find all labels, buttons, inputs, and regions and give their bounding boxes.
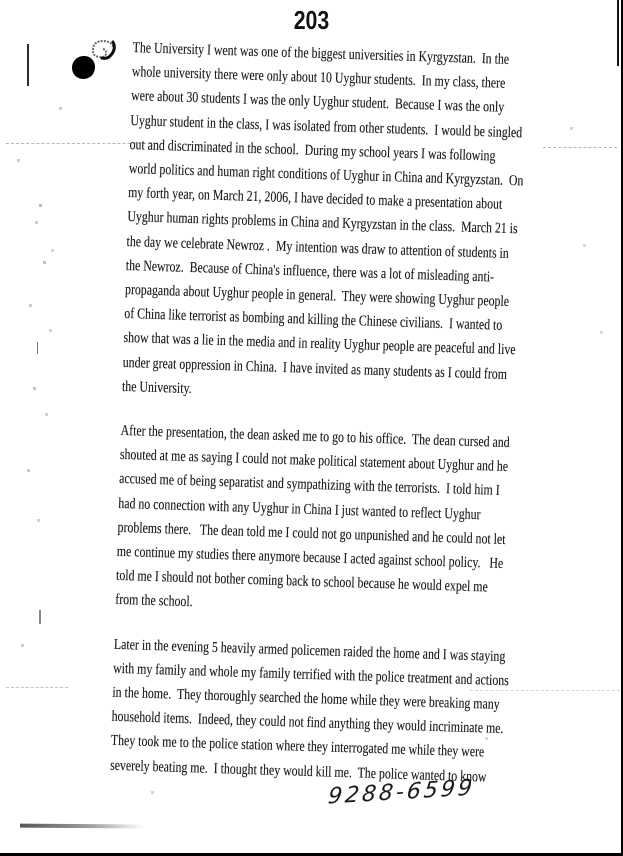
- fold-line: [6, 687, 68, 688]
- scan-tick-artifact: [39, 610, 41, 624]
- text-line: under great oppression in China. I have invited as many students as I could from: [122, 354, 508, 383]
- text-line: The University I went was one of the biggest universities in Kyrgyzstan. In the: [132, 39, 510, 68]
- text-line: propaganda about Uyghur people in general. They were showing Uyghur people: [124, 281, 510, 310]
- text-line: whole university there were only about 10 Uyghur students. In my class, there: [131, 64, 506, 92]
- text-line: in the home. They thoroughly searched the home while they were breaking many: [112, 684, 500, 713]
- text-line: the University.: [121, 378, 192, 397]
- text-line: They took me to the police station where they interrogated me while they were: [110, 733, 485, 761]
- paragraph: [115, 419, 579, 627]
- text-line: Later in the evening 5 heavily armed policemen raided the home and I was staying: [113, 636, 506, 665]
- text-line: world politics and human right conditions of Uyghur in China and Kyrgyzstan. On: [128, 160, 524, 190]
- scan-line-artifact: [27, 44, 29, 86]
- document-text: [109, 36, 591, 812]
- text-line: from the school.: [115, 592, 193, 611]
- paragraph: [122, 36, 591, 413]
- text-line: After the presentation, the dean asked me to go to his office. The dean cursed and: [120, 422, 510, 452]
- scan-edge-line: [617, 0, 619, 66]
- scanner-noise: [0, 0, 1, 1]
- handwritten-number: 9288-6599: [326, 775, 477, 810]
- text-line: shouted at me as saying I could not make political statement about Uyghur and he: [119, 447, 509, 476]
- text-line: the day we celebrate Newroz . My intention was draw to attention of students in: [126, 233, 509, 262]
- text-line: accused me of being separatist and sympathizing with the terrorists. I told him I: [118, 471, 500, 500]
- text-line: me continue my studies there anymore because I acted against school policy. He: [116, 543, 504, 572]
- text-line: out and discriminated in the school. During my school years I was following: [129, 136, 496, 165]
- text-line: show that was a lie in the media and in reality Uyghur people are peaceful and live: [123, 330, 516, 359]
- text-line: Uyghur human rights problems in China and Kyrgyzstan in the class. March 21 is: [127, 209, 518, 238]
- text-line: told me I should not bother coming back to school because he would expel me: [115, 568, 488, 596]
- paragraph: [110, 632, 573, 792]
- text-line: problems there. The dean told me I could not go unpunished and he could not let: [117, 519, 506, 548]
- text-line: severely beating me. I thought they would kill me. The police wanted to know: [109, 757, 487, 786]
- text-line: of China like terrorist as bombing and killing the Chinese civilians. I wanted to: [124, 306, 503, 334]
- text-line: household items. Indeed, they could not find anything they would incriminate me.: [111, 708, 504, 738]
- text-line: the Newroz. Because of China's influence, there was a lot of misleading anti-: [125, 257, 495, 286]
- text-line: Uyghur student in the class, I was isolated from other students. I would be singled: [130, 112, 523, 141]
- text-line: had no connection with any Uyghur in China I just wanted to reflect Uyghur: [118, 495, 481, 523]
- text-line: with my family and whole my family terrified with the police treatment and actions: [112, 660, 510, 689]
- page-number: 203: [293, 5, 330, 35]
- ink-scribble-mark: [89, 39, 117, 61]
- text-line: were about 30 students I was the only Uyghur student. Because I was the only: [130, 88, 505, 117]
- text-line: my forth year, on March 21, 2006, I have decided to make a presentation about: [127, 185, 503, 213]
- scan-tick-artifact: [37, 342, 38, 354]
- smudge-streak: [20, 824, 144, 829]
